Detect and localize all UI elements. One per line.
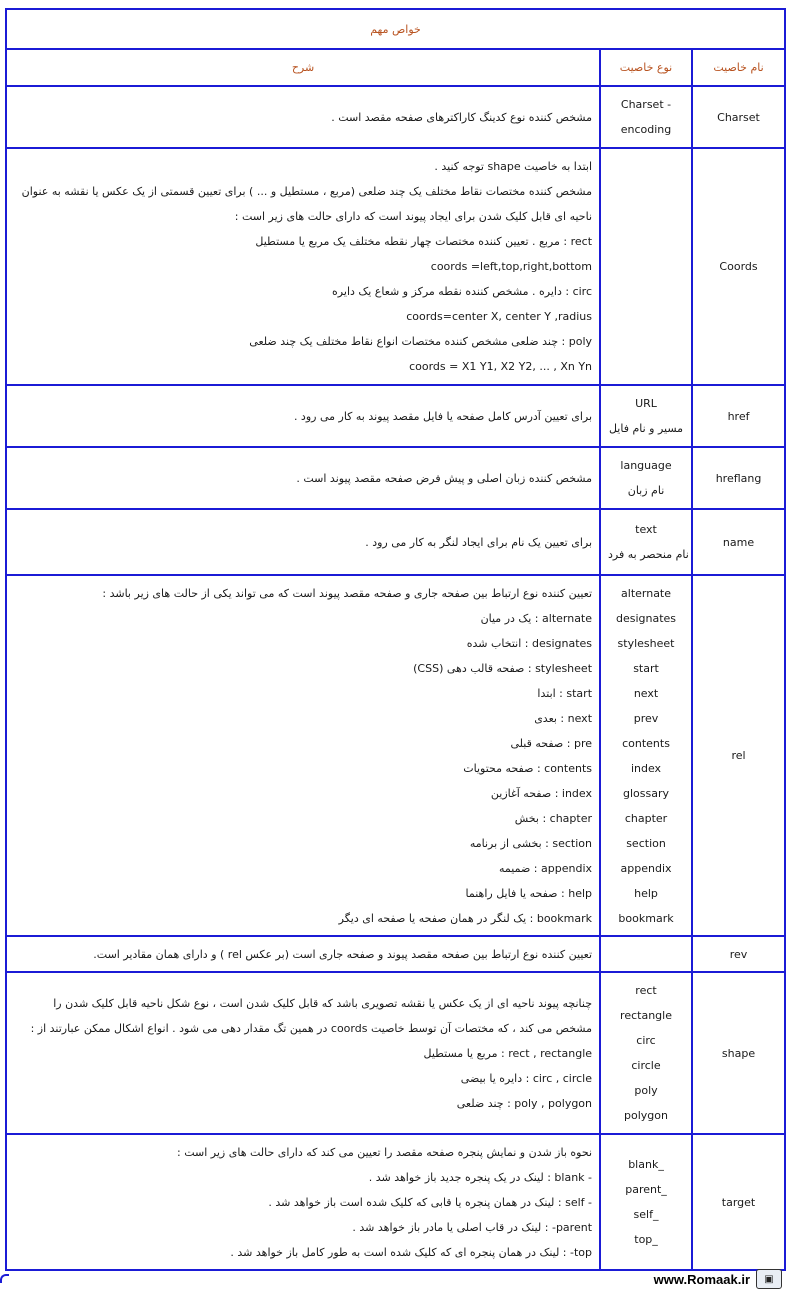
- property-name: Coords: [692, 148, 785, 385]
- property-name: Charset: [692, 86, 785, 148]
- type-value: circle: [631, 1059, 661, 1072]
- property-description: [6, 972, 600, 1134]
- table-row: [6, 385, 785, 447]
- description-line: parent- : لینک در قاب اصلی یا مادر باز خواهد شد .: [352, 1220, 593, 1234]
- table-row: [6, 509, 785, 575]
- type-value: contents: [622, 736, 670, 750]
- description-line: next : بعدی: [534, 711, 593, 725]
- type-value: Charset -: [620, 98, 672, 111]
- description-line: rect , rectangle : مربع یا مستطیل: [423, 1046, 593, 1060]
- type-value: designates: [615, 611, 677, 625]
- property-type: [600, 1134, 692, 1270]
- type-value: section: [626, 836, 666, 850]
- property-type: [600, 936, 692, 972]
- description-line: help : صفحه یا فایل راهنما: [465, 886, 593, 900]
- site-url[interactable]: www.Romaak.ir: [653, 1271, 750, 1287]
- property-description: [6, 575, 600, 936]
- property-description: [6, 86, 600, 148]
- type-value: appendix: [620, 861, 672, 875]
- romaak-logo-icon: ▣: [756, 1269, 782, 1289]
- type-value: help: [634, 886, 658, 900]
- property-name: name: [692, 509, 785, 575]
- property-type: [600, 86, 692, 148]
- property-description: [6, 509, 600, 575]
- description-line: appendix : ضمیمه: [499, 861, 593, 875]
- property-name: href: [692, 385, 785, 447]
- description-line: circ : دایره . مشخص کننده نقطه مرکز و شعاع یک دایره: [332, 285, 593, 298]
- description-line: rect : مربع . تعیین کننده مختصات چهار نقطه مختلف یک مربع یا مستطیل: [255, 235, 593, 248]
- table-row: [6, 1134, 785, 1270]
- type-value: blank_: [628, 1158, 664, 1171]
- description-line: bookmark : یک لنگر در همان صفحه یا صفحه ای دیگر: [338, 911, 593, 925]
- property-type: [600, 509, 692, 575]
- description-line: poly : چند ضلعی مشخص کننده مختصات انواع نقاط مختلف یک چند ضلعی: [249, 335, 593, 348]
- description-line: pre : صفحه قبلی: [510, 736, 593, 750]
- description-line: circ , circle : دایره یا بیضی: [460, 1071, 593, 1085]
- type-value: self_: [633, 1208, 659, 1221]
- type-value: next: [633, 686, 659, 700]
- type-value: poly: [634, 1084, 658, 1097]
- title-row: [6, 9, 785, 49]
- table-row: [6, 575, 785, 936]
- property-name: rev: [692, 936, 785, 972]
- description-line: alternate : یک در میان: [480, 611, 593, 625]
- description-line: تعیین کننده نوع ارتباط بین صفحه جاری و صفحه مقصد پیوند است که می تواند یکی از حالت های زیر باشد :: [102, 586, 593, 600]
- type-value: نام زبان: [627, 484, 665, 497]
- property-description: [6, 447, 600, 509]
- property-type: [600, 447, 692, 509]
- type-value: URL: [635, 397, 657, 410]
- type-value: language: [620, 459, 672, 472]
- description-line: contents : صفحه محتویات: [463, 761, 593, 775]
- type-value: alternate: [621, 586, 672, 600]
- table-row: [6, 972, 785, 1134]
- description-line: index : صفحه آغازین: [490, 786, 593, 800]
- property-type: [600, 148, 692, 385]
- property-name: rel: [692, 575, 785, 936]
- type-value: index: [630, 761, 662, 775]
- property-name: hreflang: [692, 447, 785, 509]
- property-type: [600, 575, 692, 936]
- type-value: نام منحصر به فرد: [608, 548, 689, 561]
- property-description: [6, 385, 600, 447]
- description-line: top- : لینک در همان پنجره ای که کلیک شده است به طور کامل باز خواهد شد .: [230, 1245, 593, 1259]
- description-line: - self : لینک در همان پنجره یا قابی که کلیک شده است باز خواهد شد .: [268, 1195, 593, 1209]
- properties-table-wrap: [5, 8, 784, 1271]
- type-value: text: [635, 523, 657, 536]
- property-description: [6, 1134, 600, 1270]
- description-line: coords =left,top,right,bottom: [430, 260, 593, 273]
- table-row: [6, 447, 785, 509]
- type-value: top_: [634, 1233, 658, 1246]
- description-line: برای تعیین آدرس کامل صفحه یا فایل مقصد پیوند به کار می رود .: [293, 409, 593, 423]
- type-value: stylesheet: [617, 636, 675, 650]
- type-value: polygon: [624, 1109, 668, 1122]
- description-line: stylesheet : صفحه قالب دهی (CSS): [413, 661, 593, 675]
- type-value: start: [633, 661, 659, 675]
- property-description: [6, 148, 600, 385]
- description-line: designates : انتخاب شده: [466, 636, 593, 650]
- header-name: نام خاصیت: [692, 49, 785, 86]
- description-line: coords = X1 Y1, X2 Y2, ... , Xn Yn: [409, 360, 593, 373]
- type-value: prev: [633, 711, 659, 725]
- description-line: مشخص کننده نوع کدینگ کاراکترهای صفحه مقصد است .: [331, 110, 593, 124]
- description-line: مشخص کننده زبان اصلی و پیش فرض صفحه مقصد پیوند است .: [296, 471, 593, 485]
- property-name: shape: [692, 972, 785, 1134]
- property-description: [6, 936, 600, 972]
- description-line: چنانچه پیوند ناحیه ای از یک عکس یا نقشه تصویری باشد که قابل کلیک شدن است ، نوع شکل ناحیه قابل کلیک شدن را: [53, 996, 593, 1010]
- type-value: encoding: [620, 123, 672, 136]
- type-value: parent_: [625, 1183, 667, 1196]
- type-value: rectangle: [620, 1009, 672, 1022]
- properties-table: [5, 8, 786, 1271]
- corner-decoration: [0, 1274, 9, 1283]
- table-row: [6, 936, 785, 972]
- description-line: ابتدا به خاصیت shape توجه کنید .: [434, 160, 593, 173]
- table-title: خواص مهم: [6, 9, 785, 49]
- description-line: برای تعیین یک نام برای ایجاد لنگر به کار می رود .: [365, 535, 593, 549]
- header-row: [6, 49, 785, 86]
- description-line: تعیین کننده نوع ارتباط بین صفحه مقصد پیوند و صفحه جاری است (بر عکس rel ) و دارای همان مقادیر است.: [93, 947, 593, 961]
- type-value: chapter: [624, 811, 668, 825]
- property-name: target: [692, 1134, 785, 1270]
- description-line: start : ابتدا: [537, 686, 593, 700]
- description-line: coords=center X, center Y ,radius: [406, 310, 593, 323]
- type-value: مسیر و نام فایل: [608, 422, 684, 435]
- table-row: [6, 148, 785, 385]
- description-line: مشخص کننده مختصات نقاط مختلف یک چند ضلعی (مربع ، مستطیل و ... ) برای تعیین قسمتی از یک عکس یا نقشه به عنوان: [21, 185, 593, 198]
- property-type: [600, 972, 692, 1134]
- description-line: poly , polygon : چند ضلعی: [456, 1096, 593, 1110]
- footer: [654, 1268, 782, 1290]
- table-row: [6, 86, 785, 148]
- description-line: مشخص می کند ، که مختصات آن توسط خاصیت coords در همین تگ مقدار دهی می شود . انواع اشکال ممکن عبارتند از :: [30, 1021, 593, 1035]
- type-value: circ: [636, 1034, 656, 1047]
- header-type: نوع خاصیت: [600, 49, 692, 86]
- property-type: [600, 385, 692, 447]
- type-value: bookmark: [618, 911, 674, 925]
- description-line: chapter : بخش: [514, 811, 593, 825]
- description-line: ناحیه ای قابل کلیک شدن برای ایجاد پیوند است که دارای حالت های زیر است :: [234, 210, 593, 223]
- type-value: glossary: [623, 786, 670, 800]
- description-line: section : بخشی از برنامه: [469, 836, 593, 850]
- type-value: rect: [635, 984, 657, 997]
- header-desc: شرح: [6, 49, 600, 86]
- description-line: نحوه باز شدن و نمایش پنجره صفحه مقصد را تعیین می کند که دارای حالت های زیر است :: [177, 1145, 593, 1159]
- description-line: - blank : لینک در یک پنجره جدید باز خواهد شد .: [368, 1170, 593, 1184]
